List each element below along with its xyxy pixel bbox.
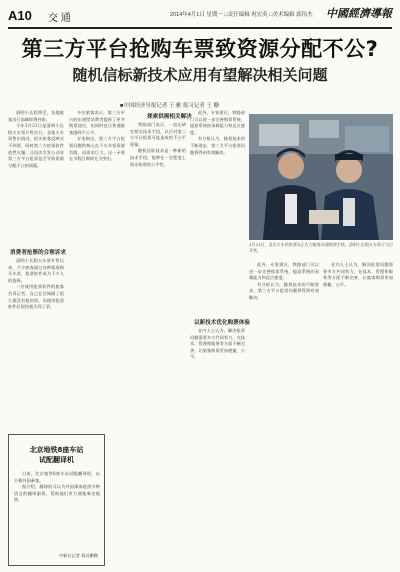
section-heading: 以新技术优化购票体验 — [194, 320, 250, 326]
sidebar-news-box — [8, 434, 105, 566]
article-column-4b — [190, 328, 245, 566]
sidebar-title-line-1: 北京地铁8座车站 — [29, 446, 84, 454]
paragraph: 多位旅客表示，第三方平台的出现给消费者提供了更多购票途径，但同时也让普通旅客感到不公平。 — [69, 110, 125, 135]
sidebar-title-line-2: 试配翻译机 — [39, 456, 74, 464]
photo-caption: 3月21日，北京火车站售票员正在为旅客办理购票手续。清明小长假火车票于当日开售。 — [249, 242, 393, 253]
subheadline: 随机信标新技术应用有望解决相关问题 — [72, 66, 328, 84]
article-column-5 — [249, 262, 319, 566]
sidebar-body — [14, 471, 100, 504]
paragraph: 今年3月21日是清明小长假火车票开售首日，各地火车票售出情况，很多旅客反映买不到票，同时第三方抢票软件依然火爆，这再次引发公众对第三方平台抢票是否导致资源分配不公的质疑。 — [8, 123, 64, 168]
section-name: 交 通 — [48, 13, 71, 24]
paragraph: 一位使用抢票软件的旅客告诉记者，自己在官网刷了很久都没有抢到票，而使用抢票软件后很快就买到了票。 — [8, 284, 64, 310]
article-column-1b — [8, 258, 64, 430]
page-number: A10 — [8, 8, 32, 23]
paragraph: 日前，北京地铁8座车站试配翻译机，以方便外国乘客。 — [14, 471, 100, 483]
section-heading: 探索供需相关解决 — [147, 114, 192, 120]
article-column-3 — [130, 122, 186, 418]
paragraph: 随机信标技术是一种新的技术手段，能够在一定程度上保证购票的公平性。 — [130, 148, 186, 167]
paragraph: 有分析认为，随着技术的不断进步，第三方平台抢票问题将得到有效解决。 — [249, 281, 319, 300]
article-column-2 — [69, 110, 125, 430]
paragraph: 有分析认为，随着技术的不断进步，第三方平台抢票问题将得到有效解决。 — [190, 136, 245, 155]
paragraph: 此外，专家建议，铁路部门可以进一步完善购票系统，提高系统的承载能力和反应速度。 — [190, 110, 245, 135]
news-photo — [249, 114, 393, 240]
paragraph: 专家指出，第三方平台抢票问题的核心在于火车票资源有限，而需求巨大，这一矛盾在节假日期间尤为突出。 — [69, 136, 125, 162]
paragraph: 业内人士认为，解决抢票问题需要多方共同努力，在技术、管理和服务等方面不断完善，让旅客购票更加便捷、公平。 — [190, 328, 245, 360]
paragraph: 据介绍，翻译机可以为外国乘客提供多种语言的翻译服务，帮助他们更方便地乘坐地铁。 — [14, 484, 100, 503]
article-column-6 — [323, 262, 393, 566]
header-rule — [8, 27, 392, 29]
sidebar-photo-credit: 中新社记者 蒋其鹏摄 — [58, 553, 98, 558]
paragraph: 铁路部门表示，一直在研究相关技术手段，以应对第三方平台抢票可能造成的不公平现象。 — [130, 122, 186, 147]
headline: 第三方平台抢购车票致资源分配不公? — [21, 37, 379, 61]
article-column-1 — [8, 110, 64, 242]
paragraph: 清明小长假火车票开售以来，不少旅客通过各种渠道购买车票，抢票软件成为不少人的选择。 — [8, 258, 64, 283]
sidebar-title — [9, 445, 104, 465]
byline: ■中国经济导报记者 王 雅 报习记者 王 姗 — [120, 103, 219, 109]
dateline: 2014年4月1日 星期一 □责任编辑 祝宏英 □美术编辑 郭伟杰 — [170, 12, 313, 18]
paragraph: 清明小长假将至，各地旅客出行高峰即将到来。 — [8, 110, 64, 122]
masthead-logo: 中國經濟導報 — [326, 7, 392, 20]
page-header — [0, 0, 400, 28]
section-heading: 消费者抢票的合理诉求 — [10, 250, 66, 256]
paragraph: 业内人士认为，解决抢票问题需要多方共同努力，在技术、管理和服务等方面不断完善，让旅客购票更加便捷、公平。 — [323, 262, 393, 287]
article-column-4 — [190, 110, 245, 310]
paragraph: 此外，专家建议，铁路部门可以进一步完善购票系统，提高系统的承载能力和反应速度。 — [249, 262, 319, 281]
